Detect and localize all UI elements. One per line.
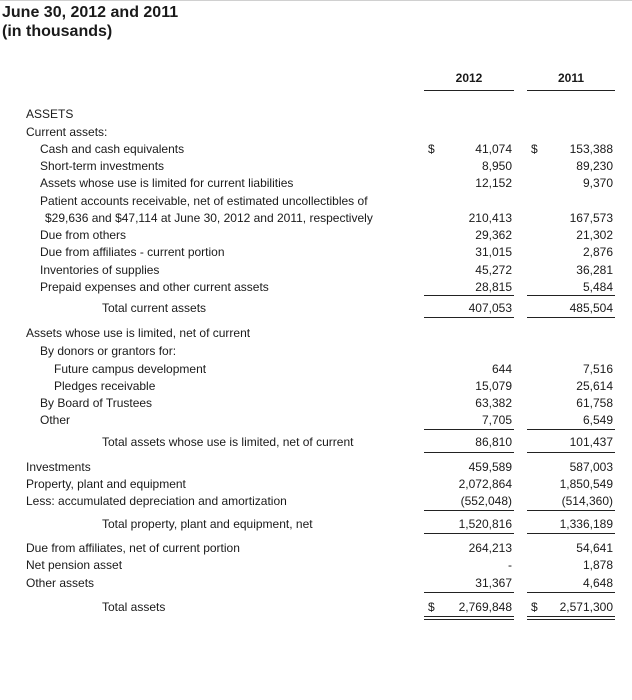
subtotal-rule: [424, 429, 514, 430]
value-2011-total-ppe-net: 1,336,189: [559, 517, 613, 531]
double-total-rule: [424, 616, 514, 617]
total-rule: [424, 452, 514, 453]
limited-assets-header: Assets whose use is limited, net of current: [26, 326, 251, 340]
row-label-prepaid-expenses: Prepaid expenses and other current assets: [40, 280, 269, 294]
value-2011-due-from-affiliates-noncurrent: 54,641: [576, 541, 613, 555]
value-2012-net-pension-asset: -: [508, 558, 512, 572]
value-2011-board-of-trustees: 61,758: [576, 396, 613, 410]
value-2011-patient-receivable: 167,573: [569, 211, 613, 225]
column-header-2012: 2012: [455, 71, 483, 85]
row-label-board-of-trustees: By Board of Trustees: [40, 396, 153, 410]
row-label-net-pension-asset: Net pension asset: [26, 558, 123, 572]
value-2012-total-current-assets: 407,053: [468, 301, 512, 315]
subtotal-rule: [527, 510, 615, 511]
double-total-rule: [424, 619, 514, 620]
row-label-due-from-others: Due from others: [40, 228, 127, 242]
donors-grantors-header: By donors or grantors for:: [40, 344, 177, 358]
row-label-cash: Cash and cash equivalents: [40, 142, 185, 156]
row-label-patient-receivable-line1: Patient accounts receivable, net of estimated uncollectibles of: [40, 194, 368, 208]
current-assets-header: Current assets:: [26, 125, 108, 139]
value-2012-inventories: 45,272: [475, 263, 512, 277]
row-label-total-current-assets: Total current assets: [102, 301, 207, 315]
currency-symbol: $: [428, 600, 435, 614]
subtotal-rule: [527, 592, 615, 593]
value-2012-total-limited-assets: 86,810: [475, 435, 512, 449]
row-label-property-plant-equipment: Property, plant and equipment: [26, 477, 186, 491]
row-label-short-term-investments: Short-term investments: [40, 159, 165, 173]
row-label-investments: Investments: [26, 460, 91, 474]
total-rule: [527, 533, 615, 534]
row-label-pledges-receivable: Pledges receivable: [54, 379, 156, 393]
value-2011-due-from-others: 21,302: [576, 228, 613, 242]
value-2012-due-from-affiliates-noncurrent: 264,213: [468, 541, 512, 555]
total-rule: [527, 317, 615, 318]
column-header-rule-2011: [527, 90, 615, 91]
row-label-due-from-affiliates-noncurrent: Due from affiliates, net of current portion: [26, 541, 240, 555]
row-label-patient-receivable-line2: $29,636 and $47,114 at June 30, 2012 and 2011, respectively: [45, 211, 373, 225]
row-label-accumulated-depreciation: Less: accumulated depreciation and amortization: [26, 494, 287, 508]
value-2012-due-from-others: 29,362: [475, 228, 512, 242]
subtotal-rule: [424, 510, 514, 511]
total-rule: [424, 533, 514, 534]
value-2011-due-from-affiliates-current: 2,876: [582, 245, 613, 259]
column-header-rule-2012: [424, 90, 514, 91]
value-2012-future-campus: 644: [491, 362, 512, 376]
column-header-2011: 2011: [557, 71, 585, 85]
value-2011-property-plant-equipment: 1,850,549: [559, 477, 613, 491]
value-2012-investments: 459,589: [468, 460, 512, 474]
value-2012-due-from-affiliates-current: 31,015: [475, 245, 512, 259]
statement-date-heading: June 30, 2012 and 2011: [2, 4, 179, 21]
value-2011-accumulated-depreciation: (514,360): [561, 494, 613, 508]
value-2011-total-current-assets: 485,504: [569, 301, 613, 315]
row-label-inventories: Inventories of supplies: [40, 263, 160, 277]
units-heading: (in thousands): [2, 23, 113, 40]
double-total-rule: [527, 616, 615, 617]
row-label-due-from-affiliates-current: Due from affiliates - current portion: [40, 245, 225, 259]
value-2012-short-term-investments: 8,950: [481, 159, 512, 173]
double-total-rule: [527, 619, 615, 620]
value-2012-accumulated-depreciation: (552,048): [460, 494, 512, 508]
value-2012-patient-receivable: 210,413: [468, 211, 512, 225]
value-2012-total-assets: 2,769,848: [458, 600, 512, 614]
value-2012-board-of-trustees: 63,382: [475, 396, 512, 410]
value-2011-other: 6,549: [582, 413, 613, 427]
currency-symbol: $: [428, 142, 435, 156]
subtotal-rule: [424, 295, 514, 296]
row-label-limited-current-liabilities: Assets whose use is limited for current liabilities: [40, 176, 294, 190]
value-2012-prepaid-expenses: 28,815: [475, 280, 512, 294]
row-label-other: Other: [40, 413, 71, 427]
value-2012-property-plant-equipment: 2,072,864: [458, 477, 512, 491]
value-2012-other: 7,705: [481, 413, 512, 427]
value-2012-total-ppe-net: 1,520,816: [458, 517, 512, 531]
value-2012-cash: 41,074: [475, 142, 512, 156]
value-2012-other-assets: 31,367: [475, 576, 512, 590]
value-2011-total-assets: 2,571,300: [559, 600, 613, 614]
row-label-total-ppe-net: Total property, plant and equipment, net: [102, 517, 313, 531]
value-2012-limited-current-liabilities: 12,152: [475, 176, 512, 190]
currency-symbol: $: [531, 600, 538, 614]
value-2011-prepaid-expenses: 5,484: [582, 280, 613, 294]
row-label-total-limited-assets: Total assets whose use is limited, net of current: [102, 435, 354, 449]
value-2011-cash: 153,388: [569, 142, 613, 156]
value-2011-investments: 587,003: [569, 460, 613, 474]
row-label-total-assets: Total assets: [102, 600, 166, 614]
subtotal-rule: [424, 592, 514, 593]
value-2011-total-limited-assets: 101,437: [569, 435, 613, 449]
row-label-other-assets: Other assets: [26, 576, 95, 590]
row-label-future-campus: Future campus development: [54, 362, 207, 376]
subtotal-rule: [527, 295, 615, 296]
currency-symbol: $: [531, 142, 538, 156]
value-2011-inventories: 36,281: [576, 263, 613, 277]
top-divider: [0, 0, 632, 1]
value-2011-limited-current-liabilities: 9,370: [582, 176, 613, 190]
value-2011-other-assets: 4,648: [582, 576, 613, 590]
value-2012-pledges-receivable: 15,079: [475, 379, 512, 393]
value-2011-future-campus: 7,516: [582, 362, 613, 376]
total-rule: [527, 452, 615, 453]
value-2011-pledges-receivable: 25,614: [576, 379, 613, 393]
subtotal-rule: [527, 429, 615, 430]
value-2011-net-pension-asset: 1,878: [582, 558, 613, 572]
assets-section-title: ASSETS: [26, 107, 74, 121]
total-rule: [424, 317, 514, 318]
value-2011-short-term-investments: 89,230: [576, 159, 613, 173]
